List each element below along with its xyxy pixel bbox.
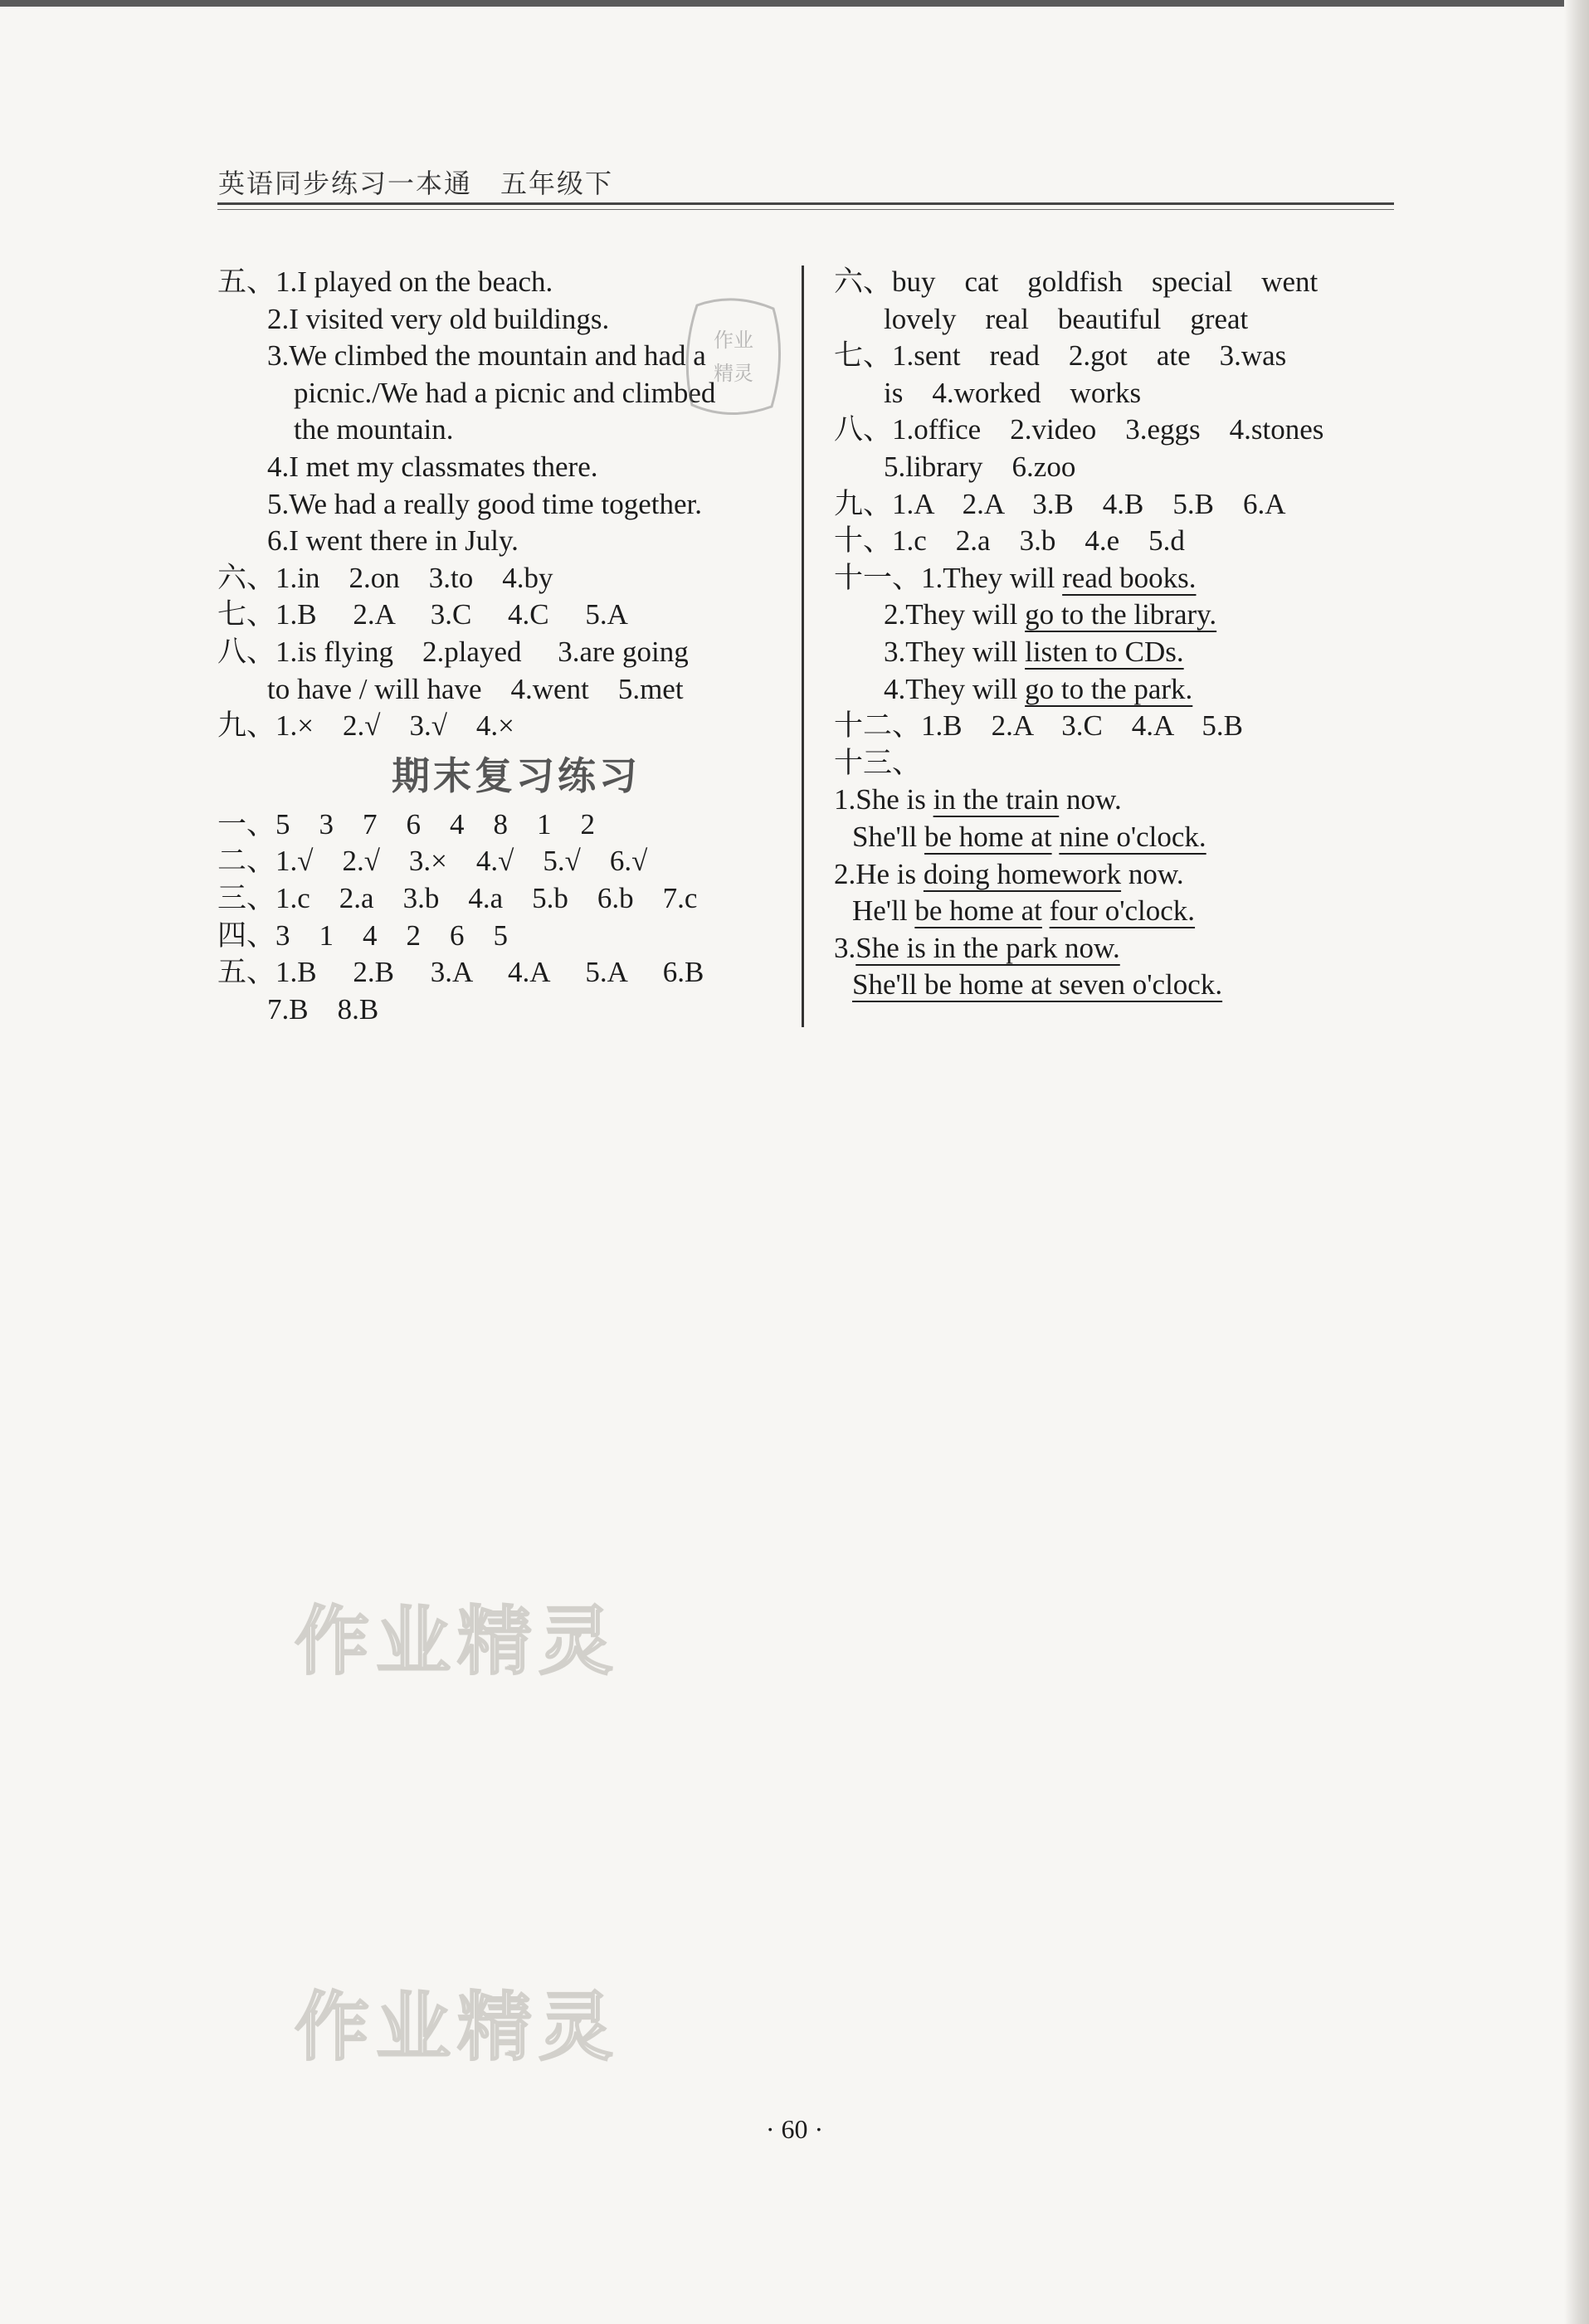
underlined-answer: in the train	[933, 783, 1060, 816]
underlined-answer: go to the library.	[1025, 598, 1217, 631]
answer-line: 2.He is doing homework now.	[834, 857, 1184, 890]
right-column	[834, 264, 1398, 1004]
answer-line: picnic./We had a picnic and climbed	[294, 376, 716, 409]
answer-line: the mountain.	[294, 413, 454, 446]
answer-line: 十三、	[834, 746, 922, 779]
underlined-answer: go to the park.	[1025, 672, 1193, 705]
answer-line: 八、1.is flying 2.played 3.are going	[217, 635, 689, 668]
answer-line: 九、1.A 2.A 3.B 4.B 5.B 6.A	[834, 487, 1286, 520]
underlined-answer: be home at	[914, 894, 1042, 928]
answer-line: lovely real beautiful great	[884, 302, 1249, 335]
header-rule-thin	[217, 209, 1394, 210]
answer-line: 五、1.B 2.B 3.A 4.A 5.A 6.B	[217, 956, 704, 989]
answer-line: He'll be home at four o'clock.	[852, 894, 1196, 928]
answer-line: 5.library 6.zoo	[884, 450, 1076, 483]
question-number: 十一、	[834, 561, 922, 594]
answer-line: 八、1.office 2.video 3.eggs 4.stones	[834, 413, 1324, 446]
answer-line: to have / will have 4.went 5.met	[267, 672, 684, 705]
answer-line: She'll be home at nine o'clock.	[852, 820, 1206, 853]
underlined-answer: be home at	[924, 820, 1052, 853]
underlined-answer: four o'clock.	[1049, 894, 1196, 928]
underlined-answer: listen to CDs.	[1025, 635, 1184, 668]
answer-line: 七、1.sent read 2.got ate 3.was	[834, 339, 1287, 373]
answer-line: 四、3 1 4 2 6 5	[217, 918, 509, 952]
answer-line: 一、5 3 7 6 4 8 1 2	[217, 807, 596, 840]
underlined-answer: She'll be home at seven o'clock.	[852, 968, 1223, 1001]
answer-line: 6.I went there in July.	[267, 524, 519, 558]
answer-line: 1.She is in the train now.	[834, 783, 1122, 816]
answer-line	[834, 967, 1398, 1004]
answer-line: 九、1.× 2.√ 3.√ 4.×	[217, 709, 514, 743]
page-edge-shadow	[1564, 0, 1589, 2324]
answer-line: 3.We climbed the mountain and had a	[267, 339, 706, 373]
underlined-answer: read books.	[1062, 561, 1197, 594]
answer-line: 二、1.√ 2.√ 3.× 4.√ 5.√ 6.√	[217, 845, 648, 878]
watermark: 作业精灵	[295, 1984, 620, 2071]
answer-line: 4.I met my classmates there.	[267, 450, 598, 483]
watermark: 作业精灵	[295, 1598, 620, 1685]
answer-line: 5.We had a really good time together.	[267, 487, 702, 520]
answer-line: 十二、1.B 2.A 3.C 4.A 5.B	[834, 709, 1243, 743]
underlined-answer: doing homework	[923, 857, 1122, 890]
answer-line: 2.I visited very old buildings.	[267, 302, 610, 335]
column-divider	[802, 266, 804, 1027]
answer-line: 三、1.c 2.a 3.b 4.a 5.b 6.b 7.c	[217, 881, 698, 914]
answer-line: 2.They will go to the library.	[884, 598, 1217, 631]
answer-line: 7.B 8.B	[267, 992, 379, 1026]
answer-line: 六、1.in 2.on 3.to 4.by	[217, 561, 553, 594]
page-number: · 60 ·	[765, 2114, 824, 2144]
answer-line: 十一、1.They will read books.	[834, 561, 1197, 594]
answer-line: 五、1.I played on the beach.	[217, 266, 553, 298]
answer-line: 3.They will listen to CDs.	[884, 635, 1184, 668]
top-border	[0, 0, 1589, 7]
book-header-title: 英语同步练习一本通 五年级下	[218, 168, 614, 198]
homework-stamp-logo	[680, 297, 787, 420]
header-rule	[217, 202, 1394, 205]
underlined-answer: She is in the park now.	[855, 931, 1120, 964]
svg-text:作业: 作业	[714, 329, 753, 352]
answer-line: is 4.worked works	[884, 376, 1142, 409]
section-title: 期末复习练习	[392, 753, 641, 798]
answer-line: 3.She is in the park now.	[834, 931, 1120, 964]
svg-text:精灵: 精灵	[714, 362, 753, 385]
answer-line: 六、buy cat goldfish special went	[834, 266, 1318, 298]
answer-line: 十、1.c 2.a 3.b 4.e 5.d	[834, 524, 1185, 558]
answer-line: 4.They will go to the park.	[884, 672, 1193, 705]
underlined-answer: nine o'clock.	[1059, 820, 1206, 853]
answer-line: 七、1.B 2.A 3.C 4.C 5.A	[217, 598, 628, 631]
